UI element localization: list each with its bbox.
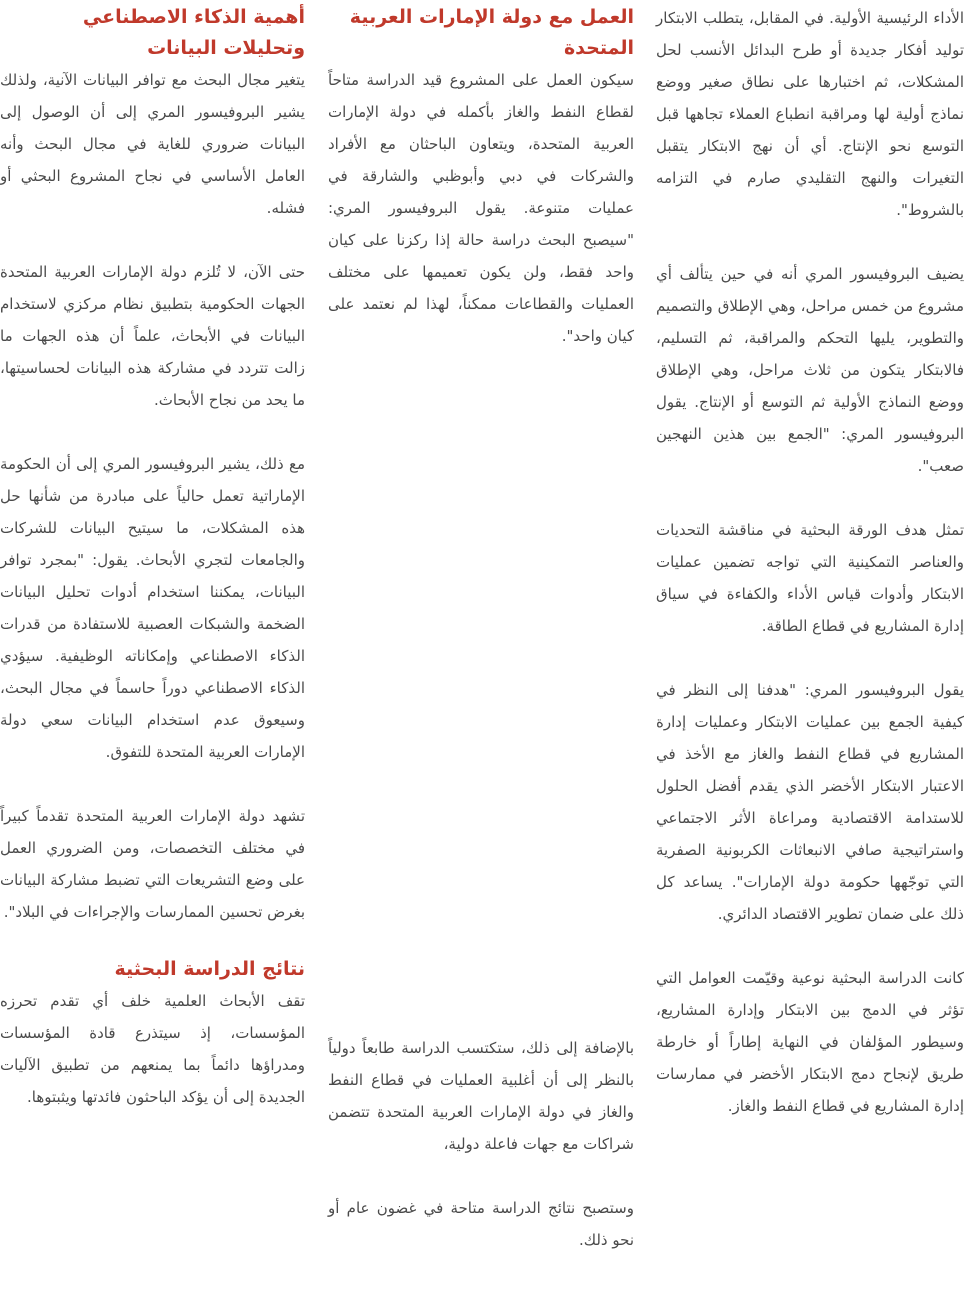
body-paragraph: مع ذلك، يشير البروفيسور المري إلى أن الحكومة الإماراتية تعمل حالياً على مبادرة من شأنها حل هذه المشكلات، ما سيتيح البيانات للشركات والجامعات لتجري الأبحاث. يقول: "بمجرد توافر البيانات، يمكننا استخدام أدوات تحليل البيانات الضخمة والشبكات العصبية للاستفادة من قدرات الذكاء الاصطناعي وإمكاناته الوظيفية. سيؤدي الذكاء الاصطناعي دوراً حاسماً في مجال البحث، وسيعوق عدم استخدام البيانات سعي دولة الإمارات العربية المتحدة للتفوق. bbox=[0, 455, 305, 761]
body-paragraph: يقول البروفيسور المري: "هدفنا إلى النظر في كيفية الجمع بين عمليات الابتكار وعمليات إدارة المشاريع في قطاع النفط والغاز مع الأخذ في الاعتبار الابتكار الأخضر الذي يقدم أفضل الحلول للاستدامة الاقتصادية ومراعاة الأثر الاجتماعي واستراتيجية صافي الانبعاثات الكربونية الصفرية التي توجّهها حكومة دولة الإمارات". يساعد كل ذلك على ضمان تطوير الاقتصاد الدائري. bbox=[656, 681, 964, 923]
article-column-middle bbox=[328, 2, 634, 352]
body-paragraph: بالإضافة إلى ذلك، ستكتسب الدراسة طابعاً دولياً بالنظر إلى أن أغلبية العمليات في قطاع النفط والغاز في دولة الإمارات العربية المتحدة تتضمن شراكات مع جهات فاعلة دولية، bbox=[328, 1039, 634, 1153]
body-paragraph: يضيف البروفيسور المري أنه في حين يتألف أي مشروع من خمس مراحل، وهي الإطلاق والتصميم والتطوير، يليها التحكم والمراقبة، ثم التسليم، فالابتكار يتكون من ثلاث مراحل، وهي الإطلاق ووضع النماذج الأولية ثم التوسع أو الإنتاج. يقول البروفيسور المري: "الجمع بين هذين النهجين صعب". bbox=[656, 265, 964, 475]
body-paragraph: حتى الآن، لا تُلزم دولة الإمارات العربية المتحدة الجهات الحكومية بتطبيق نظام مركزي لاستخدام البيانات في الأبحاث، علماً أن هذه الجهات ما زالت تتردد في مشاركة هذه البيانات لحساسيتها، ما يحد من نجاح الأبحاث. bbox=[0, 263, 305, 409]
body-paragraph: تقف الأبحاث العلمية خلف أي تقدم تحرزه المؤسسات، إذ سيتذرع قادة المؤسسات ومدراؤها دائماً بما يمنعهم من تطبيق الآليات الجديدة إلى أن يؤكد الباحثون فائدتها ويثبتوها. bbox=[0, 992, 305, 1106]
body-paragraph: تمثل هدف الورقة البحثية في مناقشة التحديات والعناصر التمكينية التي تواجه تضمين عمليات الابتكار وأدوات قياس الأداء والكفاءة في سياق إدارة المشاريع في قطاع الطاقة. bbox=[656, 521, 964, 635]
article-column-left bbox=[0, 2, 305, 1113]
body-paragraph: كانت الدراسة البحثية نوعية وقيّمت العوامل التي تؤثر في الدمج بين الابتكار وإدارة المشاريع، وسيطور المؤلفان في النهاية إطاراً أو خارطة طريق لإنجاح دمج الابتكار الأخضر في ممارسات إدارة المشاريع في قطاع النفط والغاز. bbox=[656, 969, 964, 1115]
section-heading: أهمية الذكاء الاصطناعي وتحليلات البيانات bbox=[82, 6, 305, 59]
body-paragraph: الأداء الرئيسية الأولية. في المقابل، يتطلب الابتكار توليد أفكار جديدة أو طرح البدائل الأنسب لحل المشكلات، ثم اختبارها على نطاق صغير ووضع نماذج أولية لها ومراقبة انطباع العملاء تجاهها قبل التوسع نحو الإنتاج. أي أن نهج الابتكار يتقبل التغيرات والنهج التقليدي صارم في التزامه بالشروط". bbox=[656, 9, 964, 219]
body-paragraph: وستصبح نتائج الدراسة متاحة في غضون عام أو نحو ذلك. bbox=[328, 1199, 634, 1249]
body-paragraph: يتغير مجال البحث مع توافر البيانات الآنية، ولذلك يشير البروفيسور المري إلى أن الوصول إلى البيانات ضروري للغاية في مجال البحث وأنه العامل الأساسي في نجاح المشروع البحثي أو فشله. bbox=[0, 71, 305, 217]
section-heading: نتائج الدراسة البحثية bbox=[114, 958, 305, 980]
body-paragraph: سيكون العمل على المشروع قيد الدراسة متاحاً لقطاع النفط والغاز بأكمله في دولة الإمارات العربية المتحدة، ويتعاون الباحثان مع الأفراد والشركات في دبي وأبوظبي والشارقة في عمليات متنوعة. يقول البروفيسور المري: "سيصبح البحث دراسة حالة إذا ركزنا على كيان واحد فقط، ولن يكون تعميمها على مختلف العمليات والقطاعات ممكناً، لهذا لم نعتمد على كيان واحد". bbox=[328, 71, 634, 345]
article-column-middle-lower bbox=[328, 1032, 634, 1256]
article-column-right bbox=[656, 2, 964, 1122]
section-heading: العمل مع دولة الإمارات العربية المتحدة bbox=[349, 6, 634, 59]
body-paragraph: تشهد دولة الإمارات العربية المتحدة تقدماً كبيراً في مختلف التخصصات، ومن الضروري العمل على وضع التشريعات التي تضبط مشاركة البيانات بغرض تحسين الممارسات والإجراءات في البلاد". bbox=[0, 807, 305, 921]
